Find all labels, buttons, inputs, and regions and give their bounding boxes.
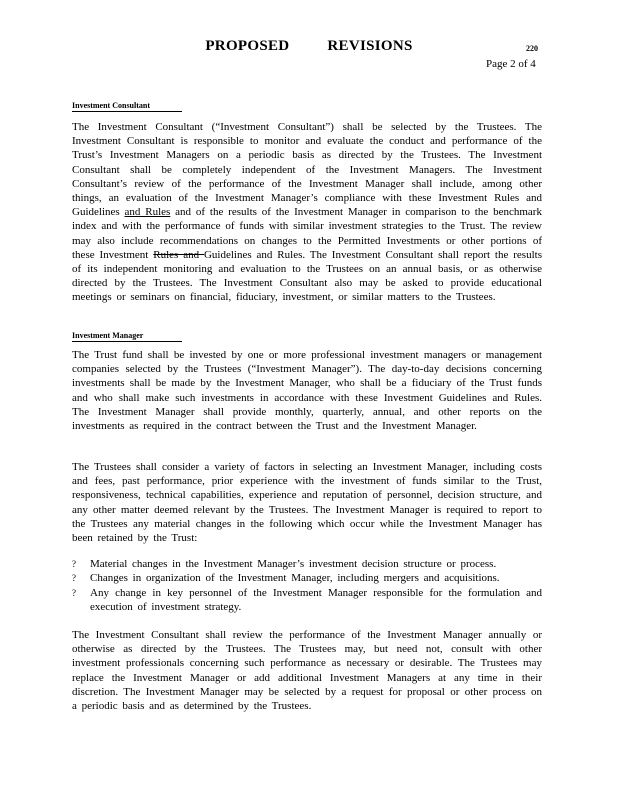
list-item bbox=[72, 571, 542, 585]
title-word-revisions: REVISIONS bbox=[327, 38, 413, 54]
consultant-text-part2: and of the results of the Investment Manager in comparison to the benchmark index and with the performance of funds with similar investment strategies to the Trust. The review may also include recommendations on changes to the Permitted Investments or other portions of these Investment bbox=[72, 206, 542, 261]
section-heading-investment-manager: Investment Manager bbox=[72, 331, 182, 342]
manager-paragraph-3: The Investment Consultant shall review the performance of the Investment Manager annually or otherwise as directed by the Trustees. The Trustees may, but need not, consult with other investment professionals concerning such performance as necessary or desirable. The Trustees may replace the Investment Manager or add additional Investment Managers at any time in their discretion. The Investment Manager may be selected by a request for proposal or other process on a periodic basis and as determined by the Trustees. bbox=[72, 629, 542, 713]
list-item bbox=[72, 586, 542, 615]
section-heading-investment-consultant: Investment Consultant bbox=[72, 101, 182, 112]
page-number: Page 2 of 4 bbox=[486, 58, 536, 70]
list-item-text: Any change in key personnel of the Investment Manager responsible for the formulation and execution of investment strategy. bbox=[90, 586, 542, 614]
bullet-marker: ? bbox=[72, 573, 76, 584]
manager-paragraph-2: The Trustees shall consider a variety of factors in selecting an Investment Manager, including costs and fees, past performance, prior experience with the investment of funds similar to the Trust, responsiveness, technical capabilities, experience and reputation of personnel, decision structure, and any other matter deemed relevant by the Trustees. The Investment Manager is required to report to the Trustees any material changes in the following which occur while the Investment Manager has been retained by the Trust: bbox=[72, 461, 542, 545]
document-number: 220 bbox=[526, 44, 538, 53]
manager-changes-list bbox=[72, 557, 542, 615]
list-item-text: Material changes in the Investment Manager’s investment decision structure or process. bbox=[90, 558, 497, 570]
consultant-text-part3: Guidelines and Rules. The Investment Consultant shall report the results of its independent monitoring and evaluation to the Trustees on an annual basis, or as otherwise directed by the Trustees. The Investment Consultant also may be asked to provide educational meetings or seminars on financial, fiduciary, investment, or similar matters to the Trustees. bbox=[72, 248, 542, 304]
title-word-proposed: PROPOSED bbox=[205, 38, 290, 54]
consultant-paragraph bbox=[72, 120, 542, 305]
manager-paragraph-1: The Trust fund shall be invested by one or more professional investment managers or management companies selected by the Trustees (“Investment Manager”). The day-to-day decisions concerning investments shall be made by the Investment Manager, who shall be a fiduciary of the Trust funds and who shall make such investments in accordance with these Investment Guidelines and Rules. The Investment Manager shall provide monthly, quarterly, annual, and other reports on the investments as required in the contract between the Trust and the Investment Manager. bbox=[72, 349, 542, 433]
bullet-marker: ? bbox=[72, 559, 76, 569]
inserted-text: and Rules bbox=[124, 206, 171, 219]
list-item-text: Changes in organization of the Investment Manager, including mergers and acquisitions. bbox=[90, 572, 500, 585]
deleted-text: Rules and bbox=[153, 248, 204, 261]
consultant-text-part1: The Investment Consultant (“Investment Consultant”) shall be selected by the Trustees. The Investment Consultant is responsible to monitor and evaluate the conduct and performance of the Trust’s Investment Managers on a periodic basis as directed by the Trustees. The Investment Consultant shall be completely independent of the Investment Managers. The Investment Consultant’s review of the performance of the Investment Manager shall include, among other things, an evaluation of the Investment Manager’s compliance with these Investment Rules and Guidelines bbox=[72, 121, 542, 219]
bullet-marker: ? bbox=[72, 587, 76, 598]
list-item bbox=[72, 557, 542, 571]
